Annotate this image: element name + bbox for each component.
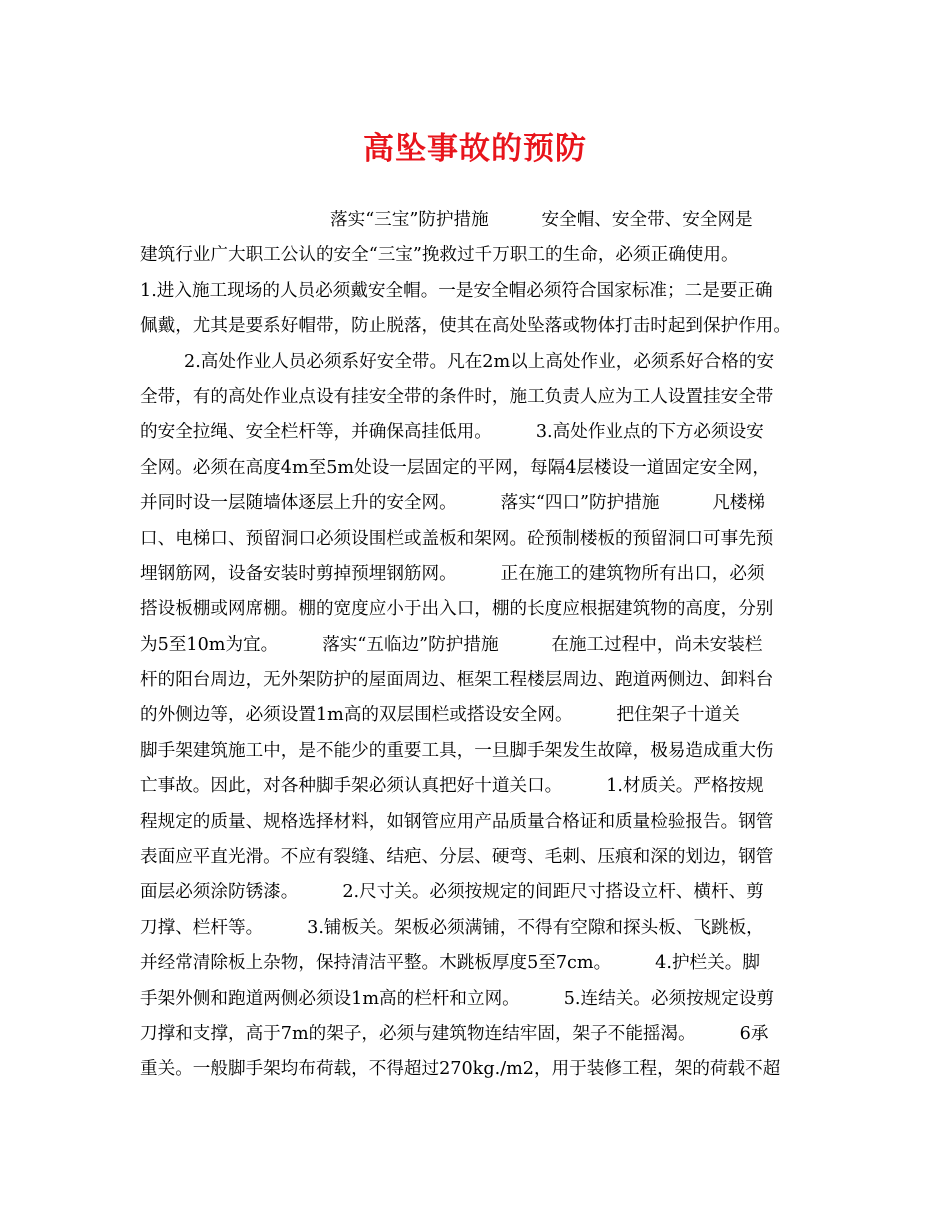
text-line: 搭设板棚或网席棚。棚的宽度应小于出入口，棚的长度应根据建筑物的高度，分别 [140, 599, 774, 620]
text-line: 口、电梯口、预留洞口必须设围栏或盖板和架网。砼预制楼板的预留洞口可事先预 [140, 528, 774, 549]
text-line: 重关。一般脚手架均布荷载，不得超过270kg./m2，用于装修工程，架的荷载不超 [140, 1059, 781, 1080]
text-line: 埋钢筋网，设备安装时剪掉预埋钢筋网。 正在施工的建筑物所有出口，必须 [140, 563, 765, 584]
text-line: 的安全拉绳、安全栏杆等，并确保高挂低用。 3.高处作业点的下方必须设安 [140, 422, 764, 443]
text-line: 全带，有的高处作业点设有挂安全带的条件时，施工负责人应为工人设置挂安全带 [140, 386, 774, 407]
text-line: 并经常清除板上杂物，保持清洁平整。木跳板厚度5至7cm。 4.护栏关。脚 [140, 953, 760, 974]
text-line: 面层必须涂防锈漆。 2.尺寸关。必须按规定的间距尺寸搭设立杆、横杆、剪 [140, 882, 764, 903]
text-line: 1.进入施工现场的人员必须戴安全帽。一是安全帽必须符合国家标准；二是要正确 [140, 280, 773, 301]
text-line: 亡事故。因此，对各种脚手架必须认真把好十道关口。 1.材质关。严格按规 [140, 776, 764, 797]
text-line: 刀撑和支撑，高于7m的架子，必须与建筑物连结牢固，架子不能摇渴。 6承 [140, 1023, 769, 1044]
text-line: 建筑行业广大职工公认的安全“三宝”挽救过千万职工的生命，必须正确使用。 [140, 245, 739, 266]
text-line: 脚手架建筑施工中，是不能少的重要工具，一旦脚手架发生故障，极易造成重大伤 [140, 740, 774, 761]
text-line: 佩戴，尤其是要系好帽带，防止脱落，使其在高处坠落或物体打击时起到保护作用。 [140, 316, 791, 337]
text-line: 落实“三宝”防护措施 安全帽、安全带、安全网是 [330, 210, 753, 230]
text-line: 2.高处作业人员必须系好安全带。凡在2m以上高处作业，必须系好合格的安 [184, 351, 775, 372]
text-line: 程规定的质量、规格选择材料，如钢管应用产品质量合格证和质量检验报告。钢管 [140, 811, 774, 832]
document-title: 高坠事故的预防 [363, 131, 587, 167]
text-line: 表面应平直光滑。不应有裂缝、结疤、分层、硬弯、毛刺、压痕和深的划边，钢管 [140, 847, 774, 868]
text-line: 全网。必须在高度4m至5m处设一层固定的平网，每隔4层楼设一道固定安全网， [140, 457, 770, 478]
text-line: 并同时设一层随墙体逐层上升的安全网。 落实“四口”防护措施 凡楼梯 [140, 493, 765, 514]
text-line: 为5至10m为宜。 落实“五临边”防护措施 在施工过程中，尚未安装栏 [140, 634, 763, 655]
text-line: 的外侧边等，必须设置1m高的双层围栏或搭设安全网。 把住架子十道关 [140, 705, 740, 726]
text-line: 手架外侧和跑道两侧必须设1m高的栏杆和立网。 5.连结关。必须按规定设剪 [140, 988, 775, 1009]
document-body [140, 203, 816, 1088]
text-line: 刀撑、栏杆等。 3.铺板关。架板必须满铺，不得有空隙和探头板、飞跳板， [140, 917, 764, 938]
text-line: 杆的阳台周边，无外架防护的屋面周边、框架工程楼层周边、跑道两侧边、卸料台 [140, 670, 774, 691]
